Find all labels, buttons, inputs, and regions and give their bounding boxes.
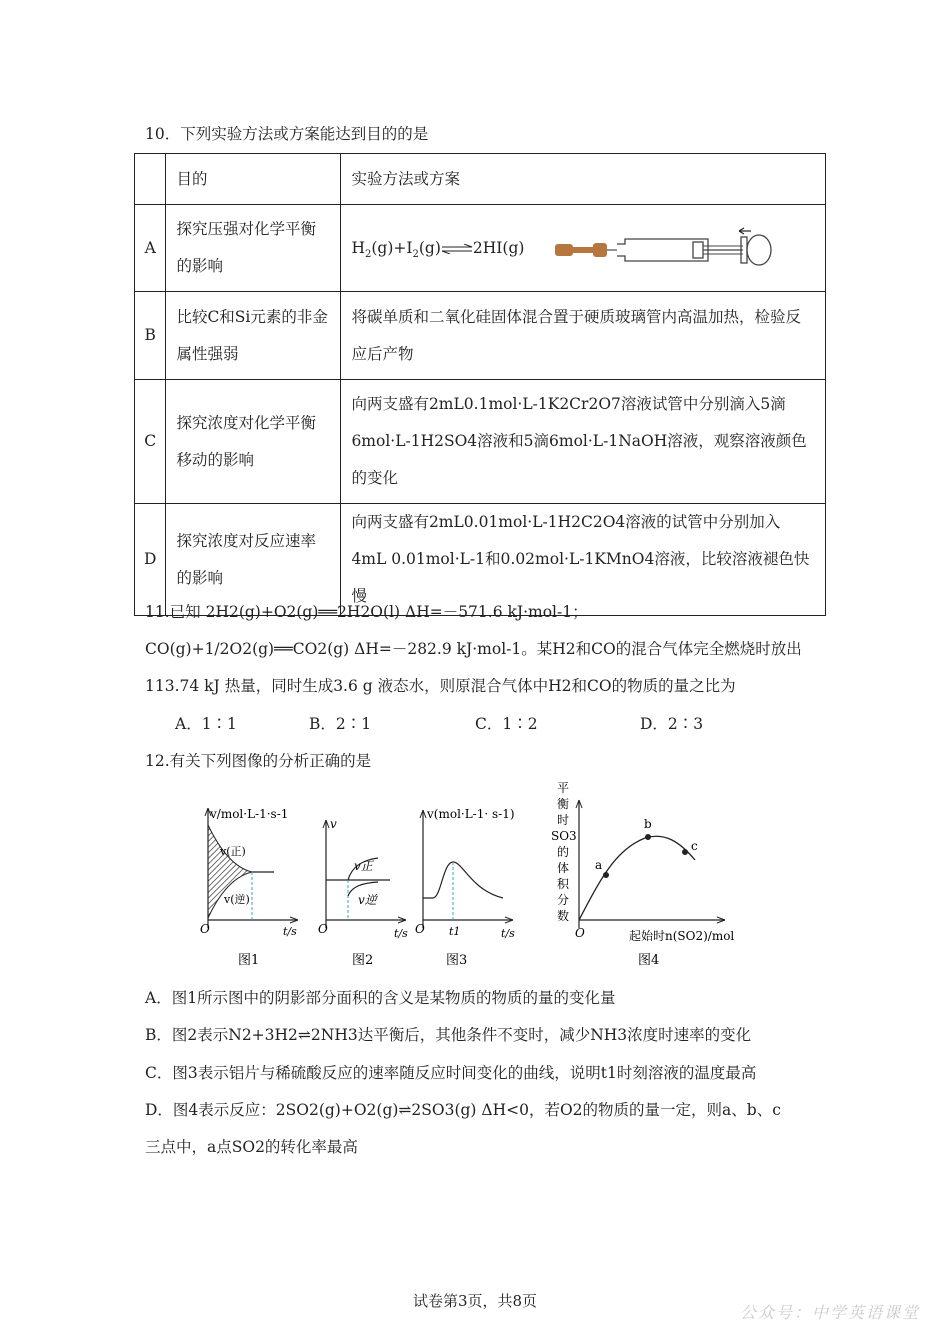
row-method — [341, 205, 826, 292]
watermark: 公众号：中学英语课堂 — [739, 1303, 920, 1322]
q11-option-b: B．2∶1 — [309, 715, 372, 733]
fig4-xlabel: 起始时n(SO2)/mol — [629, 929, 735, 943]
fig4-point-b: b — [644, 817, 652, 831]
fig3-caption: 图3 — [446, 953, 468, 968]
fig2-caption: 图2 — [352, 953, 374, 968]
row-purpose: 探究浓度对反应速率的影响 — [166, 504, 341, 616]
q12-option-d: D．图4表示反应：2SO2(g)+O2(g)⇌2SO3(g) ΔH<0，若O2的物质的量一定，则a、b、c — [145, 1101, 781, 1119]
fig1-origin: O — [200, 922, 210, 936]
fig4-origin: O — [575, 926, 585, 940]
row-option: D — [135, 504, 166, 616]
fig2-curve-top: v正 — [354, 859, 373, 873]
q11-line1: 11.已知 2H2(g)+O2(g)══2H2O(l) ΔH=－571.6 kJ·mol-1； — [145, 603, 588, 621]
table-row — [135, 205, 826, 292]
fig1-xlabel: t/s — [283, 925, 297, 938]
fig1-caption: 图1 — [238, 953, 260, 968]
q12-stem: 12.有关下列图像的分析正确的是 — [145, 752, 372, 770]
equation-a-display: $H_2(g)+I_2(g)$ 2HI(g) — [351, 238, 525, 260]
fig3-origin: O — [415, 922, 425, 936]
row-purpose: 探究压强对化学平衡的影响 — [166, 205, 341, 292]
row-option: A — [135, 205, 166, 292]
row-option: B — [135, 292, 166, 380]
fig4-ylabel: 平衡时 SO3 的体积分数 — [551, 781, 577, 923]
syringe-icon — [553, 227, 783, 271]
fig1-curve-top: v(正) — [220, 845, 246, 858]
table-row — [135, 380, 826, 504]
row-method: 向两支盛有2mL0.01mol·L-1H2C2O4溶液的试管中分别加入4mL 0.01mol·L-1和0.02mol·L-1KMnO4溶液，比较溶液褪色快慢 — [341, 504, 826, 616]
header-purpose: 目的 — [166, 154, 341, 205]
q11-option-c: C．1∶2 — [475, 715, 538, 733]
fig2-ylabel: v — [330, 817, 337, 831]
table-row — [135, 504, 826, 616]
q11-line3: 113.74 kJ 热量，同时生成3.6 g 液态水，则原混合气体中H2和CO的物质的量之比为 — [145, 677, 736, 695]
fig4-caption: 图4 — [638, 953, 660, 968]
table-row — [135, 292, 826, 380]
q12-option-b: B．图2表示N2+3H2⇌2NH3达平衡后，其他条件不变时，减少NH3浓度时速率的变化 — [145, 1026, 752, 1044]
page-footer: 试卷第3页，共8页 — [412, 1292, 538, 1310]
row-method: 向两支盛有2mL0.1mol·L-1K2Cr2O7溶液试管中分别滴入5滴6mol·L-1H2SO4溶液和5滴6mol·L-1NaOH溶液，观察溶液颜色的变化 — [341, 380, 826, 504]
figure-3 — [415, 807, 515, 968]
q10-table — [134, 153, 826, 616]
fig1-curve-bottom: v(逆) — [224, 893, 250, 906]
fig3-tick: t1 — [449, 925, 461, 938]
figure-2 — [318, 817, 408, 968]
row-option: C — [135, 380, 166, 504]
fig4-point-c: c — [691, 839, 698, 853]
fig2-xlabel: t/s — [394, 927, 408, 940]
q11-line2: CO(g)+1/2O2(g)══CO2(g) ΔH=－282.9 kJ·mol-1。某H2和CO的混合气体完全燃烧时放出 — [145, 640, 802, 658]
header-method: 实验方法或方案 — [341, 154, 826, 205]
q12-option-a: A．图1所示图中的阴影部分面积的含义是某物质的物质的量的变化量 — [145, 989, 616, 1007]
row-purpose: 比较C和Si元素的非金属性强弱 — [166, 292, 341, 380]
row-method: 将碳单质和二氧化硅固体混合置于硬质玻璃管内高温加热，检验反应后产物 — [341, 292, 826, 380]
q12-figures — [190, 780, 750, 975]
fig3-ylabel: v(mol·L-1· s-1) — [427, 807, 515, 821]
q12-option-d-cont: 三点中，a点SO2的转化率最高 — [145, 1138, 358, 1156]
q11-option-a: A．1∶1 — [175, 715, 237, 733]
fig4-point-a: a — [595, 858, 603, 872]
fig2-curve-bottom: v逆 — [358, 893, 377, 907]
fig1-ylabel: v/mol·L-1·s-1 — [210, 807, 289, 821]
q11-option-d: D．2∶3 — [640, 715, 704, 733]
fig3-xlabel: t/s — [501, 927, 515, 940]
figure-1 — [200, 807, 298, 968]
q12-option-c: C．图3表示铝片与稀硫酸反应的速率随反应时间变化的曲线，说明t1时刻溶液的温度最高 — [145, 1064, 757, 1082]
row-purpose: 探究浓度对化学平衡移动的影响 — [166, 380, 341, 504]
q10-stem: 10．下列实验方法或方案能达到目的的是 — [145, 125, 429, 143]
table-header-row — [135, 154, 826, 205]
fig2-origin: O — [318, 922, 328, 936]
